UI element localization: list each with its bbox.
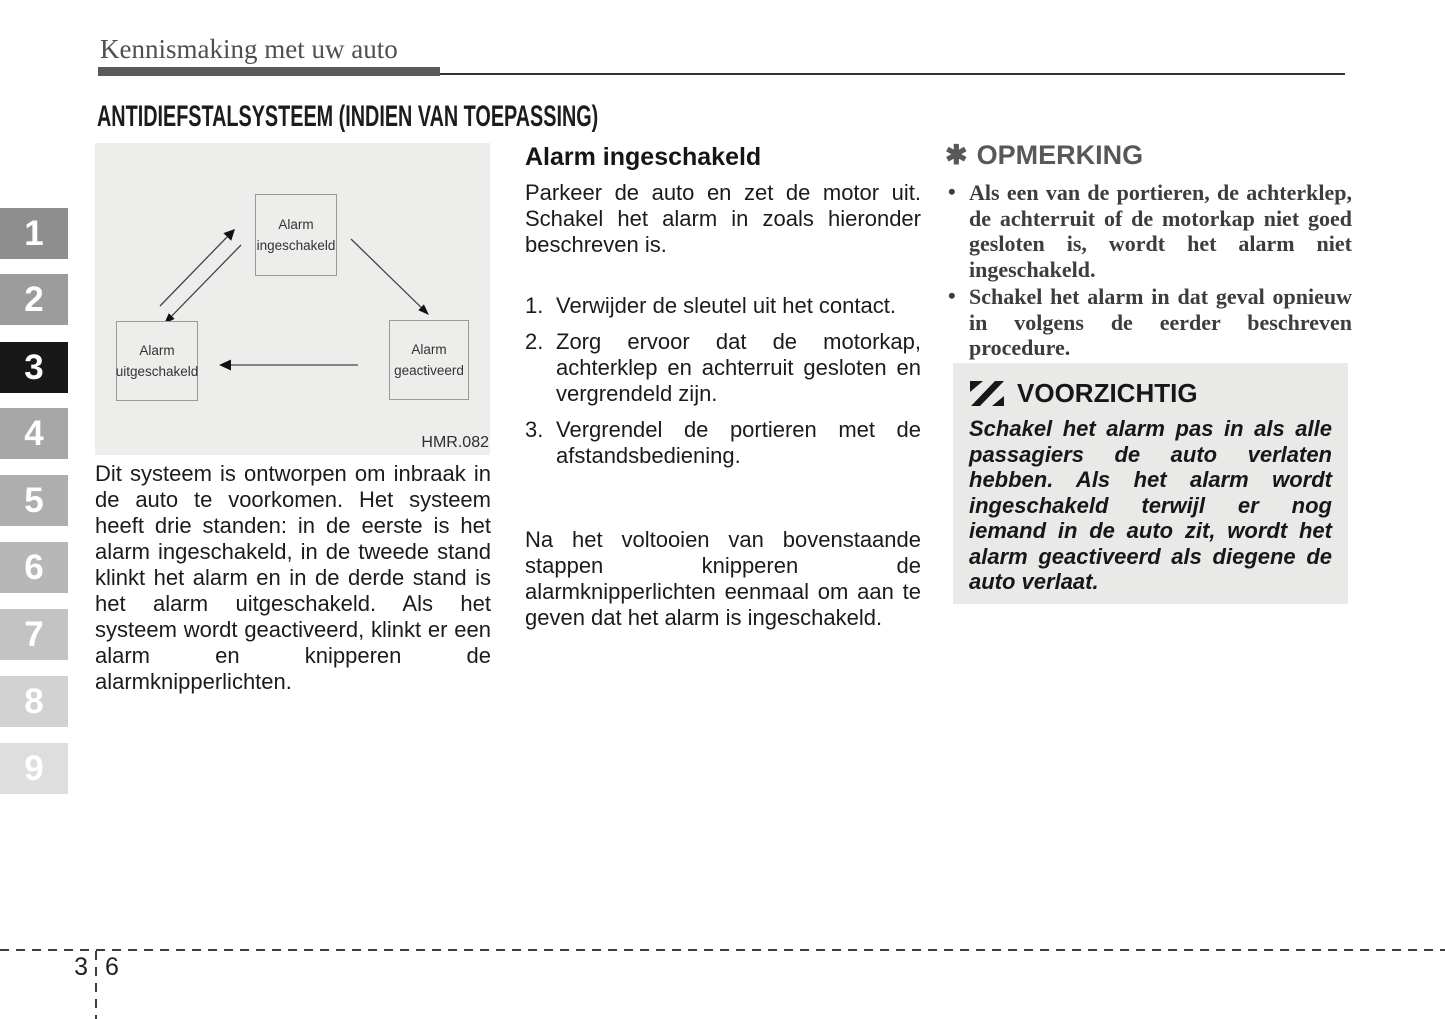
sidebar-tab-4: 4 xyxy=(0,408,68,459)
sidebar-tab-3: 3 xyxy=(0,342,68,393)
state-label-line: Alarm xyxy=(139,343,175,358)
sidebar-tab-2: 2 xyxy=(0,274,68,325)
procedure-steps xyxy=(525,293,921,479)
sidebar-tab-7: 7 xyxy=(0,609,68,660)
footer-dashed-divider xyxy=(95,951,97,1019)
note-heading xyxy=(945,140,1143,171)
note-item xyxy=(945,180,1352,282)
step-text: Vergrendel de portieren met de afstandsbediening. xyxy=(556,417,921,468)
left-column-paragraph: Dit systeem is ontworpen om inbraak in de auto te voorkomen. Het systeem heeft drie standen: in de eerste is het alarm ingeschakeld, in de tweede stand klinkt het alarm en in de derde stand is het alarm uitgeschakeld. Als het systeem wordt geactiveerd, klinkt er een alarm en knipperen de alarmknipperlichten. xyxy=(95,461,491,694)
state-box-alarm-uitgeschakeld xyxy=(116,321,198,401)
figure-caption: HMR.082 xyxy=(421,434,489,451)
footer-dashed-line xyxy=(0,949,1445,951)
alarm-state-diagram xyxy=(95,143,490,455)
state-label-line: ingeschakeld xyxy=(256,238,336,253)
bullet-icon: • xyxy=(948,283,956,308)
sidebar-tab-8: 8 xyxy=(0,676,68,727)
footer-page-number: 6 xyxy=(105,953,119,981)
bullet-icon: • xyxy=(948,179,956,204)
arrow-line-down-right xyxy=(351,239,421,307)
footer-chapter-number: 3 xyxy=(74,953,88,981)
note-item-text: Schakel het alarm in dat geval opnieuw in volgens de eerder beschreven procedure. xyxy=(969,284,1352,360)
asterisk-icon: ✱ xyxy=(945,140,968,170)
step-number: 2. xyxy=(525,329,544,354)
state-box-alarm-geactiveerd xyxy=(389,320,469,400)
state-label-line: geactiveerd xyxy=(394,363,464,378)
caution-box xyxy=(953,363,1348,604)
step-number: 3. xyxy=(525,417,544,442)
sidebar-tab-1: 1 xyxy=(0,208,68,259)
state-label-line: Alarm xyxy=(411,342,447,357)
running-header: Kennismaking met uw auto xyxy=(100,34,398,64)
note-item-text: Als een van de portieren, de achterklep, de achterruit of de motorkap niet goed gesloten is, wordt het alarm niet ingeschakeld. xyxy=(969,180,1352,282)
sidebar-tab-9: 9 xyxy=(0,743,68,794)
caution-slash-icon xyxy=(969,380,1005,407)
step-item xyxy=(525,329,921,407)
arrow-line-down-left xyxy=(172,245,241,316)
note-list xyxy=(945,180,1352,363)
step-text: Zorg ervoor dat de motorkap, achterklep en achterruit gesloten en vergrendeld zijn. xyxy=(556,329,921,406)
step-item xyxy=(525,293,921,319)
header-rule-thin xyxy=(440,73,1345,75)
state-label-line: uitgeschakeld xyxy=(115,364,199,379)
step-item xyxy=(525,417,921,469)
caution-body-text: Schakel het alarm pas in als alle passagiers de auto verlaten hebben. Als het alarm wordt ingeschakeld terwijl er nog iemand in de auto zit, wordt het alarm geactiveerd als diegene de auto verlaat. xyxy=(969,416,1332,594)
state-box-alarm-ingeschakeld xyxy=(255,194,337,276)
header-rule-thick xyxy=(98,67,440,76)
arrow-line-up xyxy=(160,237,227,306)
caution-heading xyxy=(969,378,1332,409)
caution-heading-label: VOORZICHTIG xyxy=(1017,378,1198,408)
step-number: 1. xyxy=(525,293,544,318)
section-heading-alarm-ingeschakeld: Alarm ingeschakeld xyxy=(525,143,762,171)
middle-intro-paragraph: Parkeer de auto en zet de motor uit. Schakel het alarm in zoals hieronder beschreven is. xyxy=(525,180,921,257)
arrowhead-left-icon xyxy=(219,360,231,371)
middle-outro-paragraph: Na het voltooien van bovenstaande stappen knipperen de alarmknipperlichten eenmaal om aan te geven dat het alarm is ingeschakeld. xyxy=(525,527,921,630)
sidebar-tab-6: 6 xyxy=(0,542,68,593)
middle-column xyxy=(525,143,921,703)
step-text: Verwijder de sleutel uit het contact. xyxy=(556,293,896,318)
sidebar-tab-5: 5 xyxy=(0,475,68,526)
state-label-line: Alarm xyxy=(278,217,314,232)
note-item xyxy=(945,284,1352,361)
diagram-arrows xyxy=(95,143,490,455)
note-heading-label: OPMERKING xyxy=(976,140,1144,170)
page-title: ANTIDIEFSTALSYSTEEM (INDIEN VAN TOEPASSING) xyxy=(97,100,599,133)
